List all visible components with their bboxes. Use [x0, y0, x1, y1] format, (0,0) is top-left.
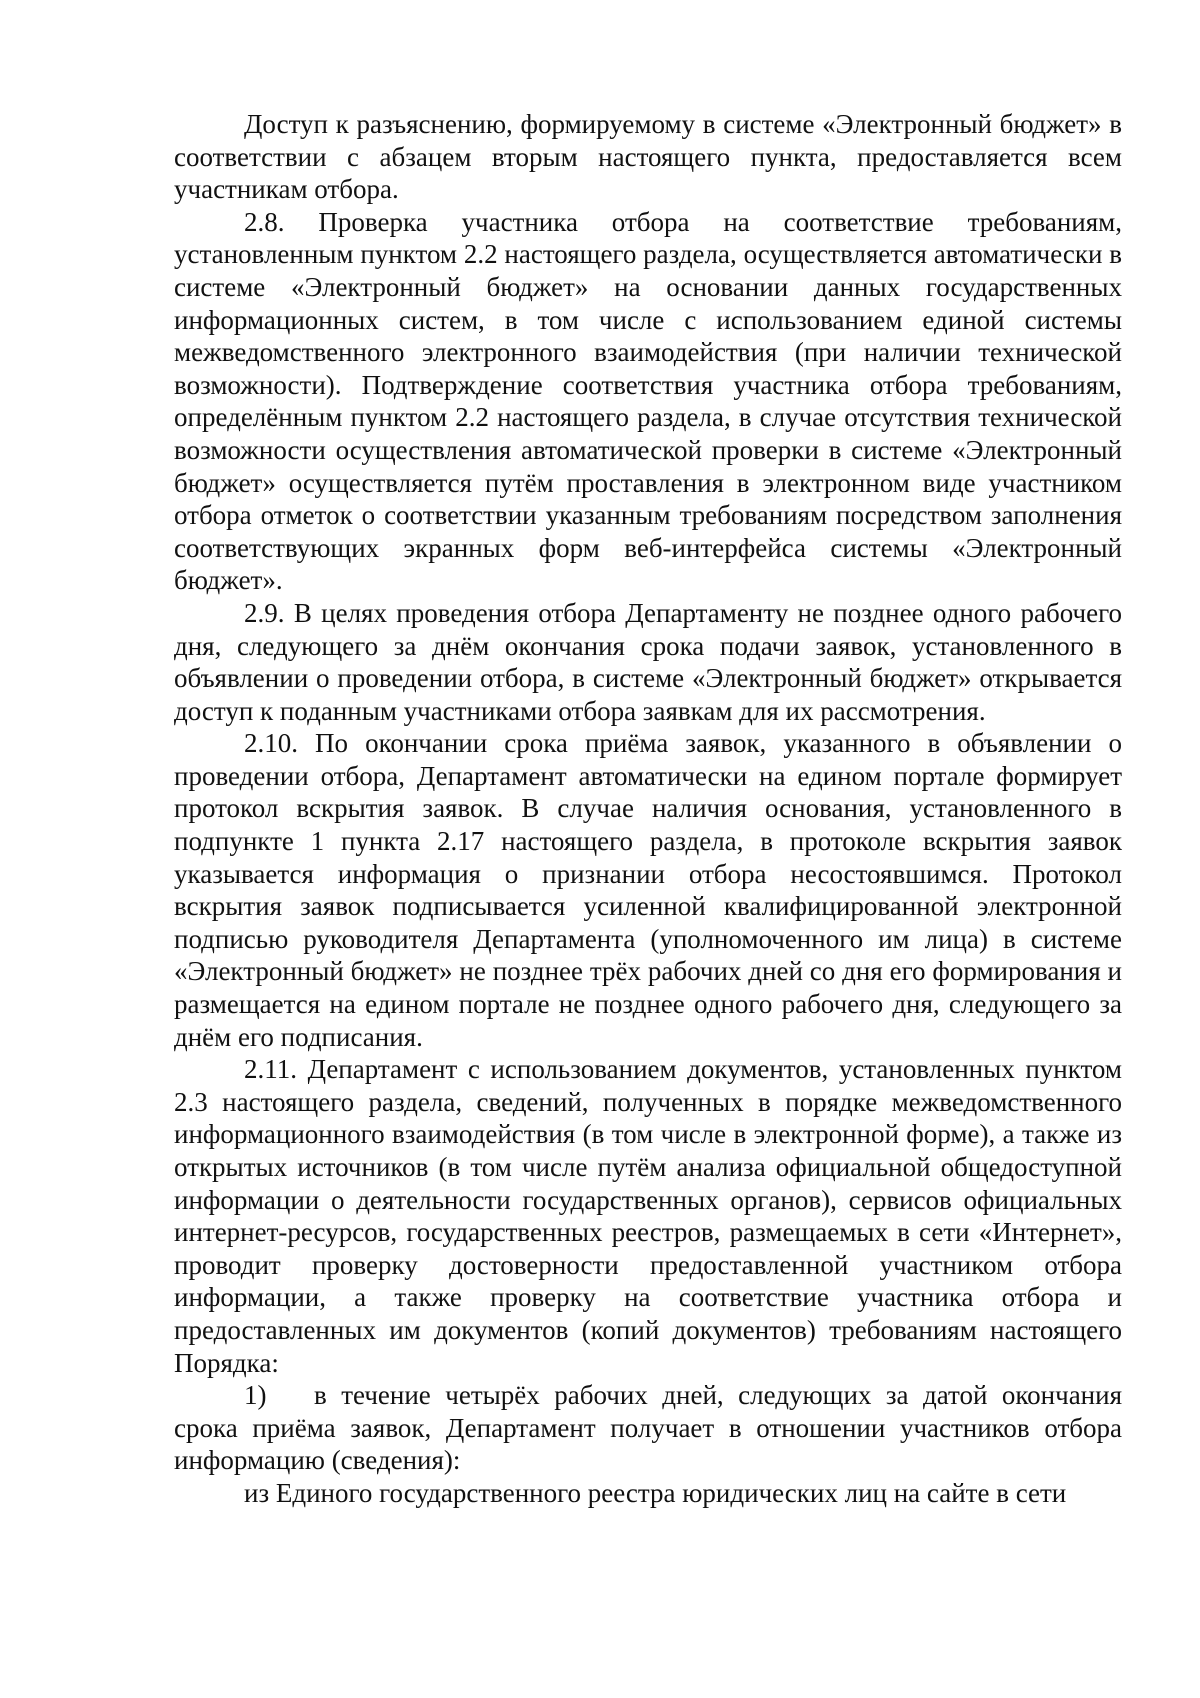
- paragraph-2-9: 2.9. В целях проведения отбора Департаменту не позднее одного рабочего дня, следующего за днём окончания срока подачи заявок, установленного в объявлении о проведении отбора, в системе «Электронный бюджет» открывается доступ к поданным участниками отбора заявкам для их рассмотрения.: [174, 597, 1122, 726]
- paragraph-2-11: 2.11. Департамент с использованием документов, установленных пунктом 2.3 настоящего раздела, сведений, полученных в порядке межведомственного информационного взаимодействия (в том числе в электронной форме), а также из открытых источников (в том числе путём анализа официальной общедоступной информации о деятельности государственных органов), сервисов официальных интернет-ресурсов, государственных реестров, размещаемых в сети «Интернет», проводит проверку достоверности предоставленной участником отбора информации, а также проверку на соответствие участника отбора и предоставленных им документов (копий документов) требованиям настоящего Порядка:: [174, 1054, 1122, 1378]
- list-item-number: 1): [244, 1380, 267, 1411]
- list-item-text: в течение четырёх рабочих дней, следующих за датой окончания срока приёма заявок, Департамент получает в отношении участников отбора информацию (сведения):: [174, 1380, 1122, 1476]
- list-item-1: [174, 1379, 1122, 1477]
- paragraph-2-8: 2.8. Проверка участника отбора на соответствие требованиям, установленным пунктом 2.2 настоящего раздела, осуществляется автоматически в системе «Электронный бюджет» на основании данных государственных информационных систем, в том числе с использованием единой системы межведомственного электронного взаимодействия (при наличии технической возможности). Подтверждение соответствия участника отбора требованиям, определённым пунктом 2.2 настоящего раздела, в случае отсутствия технической возможности осуществления автоматической проверки в системе «Электронный бюджет» осуществляется путём проставления в электронном виде участником отбора отметок о соответствии указанным требованиям посредством заполнения соответствующих экранных форм веб-интерфейса системы «Электронный бюджет».: [174, 206, 1122, 596]
- paragraph-egrul: из Единого государственного реестра юридических лиц на сайте в сети: [244, 1477, 1067, 1508]
- paragraph-2-10: 2.10. По окончании срока приёма заявок, указанного в объявлении о проведении отбора, Департамент автоматически на едином портале формирует протокол вскрытия заявок. В случае наличия основания, установленного в подпункте 1 пункта 2.17 настоящего раздела, в протоколе вскрытия заявок указывается информация о признании отбора несостоявшимся. Протокол вскрытия заявок подписывается усиленной квалифицированной электронной подписью руководителя Департамента (уполномоченного им лица) в системе «Электронный бюджет» не позднее трёх рабочих дней со дня его формирования и размещается на едином портале не позднее одного рабочего дня, следующего за днём его подписания.: [174, 728, 1122, 1052]
- document-page: [174, 108, 1122, 1510]
- paragraph-access-clarification: Доступ к разъяснению, формируемому в системе «Электронный бюджет» в соответствии с абзацем вторым настоящего пункта, предоставляется всем участникам отбора.: [174, 109, 1122, 205]
